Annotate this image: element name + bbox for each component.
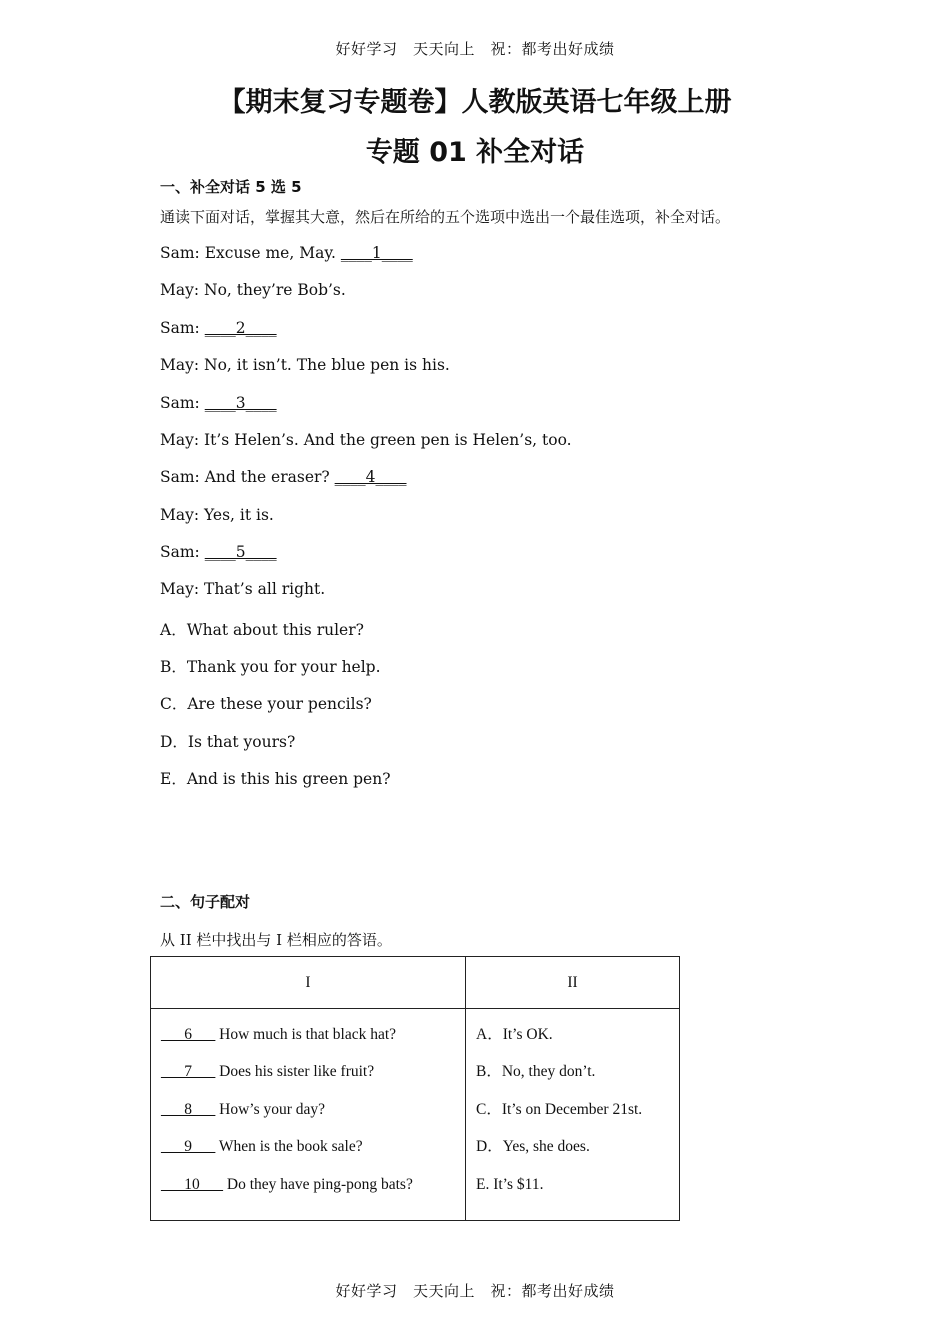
dialogue-line: Sam: ____3____ — [160, 394, 277, 412]
dialogue-line: May: No, it isn’t. The blue pen is his. — [160, 356, 450, 374]
section2-heading: 二、句子配对 — [160, 893, 251, 911]
questions-cell — [151, 1009, 466, 1221]
section2-instruction: 从 II 栏中找出与 I 栏相应的答语。 — [160, 931, 392, 949]
question-10: ___10___ Do they have ping-pong bats? — [161, 1175, 413, 1193]
dialogue-line: Sam: Excuse me, May. ____1____ — [160, 244, 413, 262]
option-c: C．Are these your pencils? — [160, 695, 372, 713]
dialogue-line: Sam: ____2____ — [160, 319, 277, 337]
answer-b: B．No, they don’t. — [476, 1063, 596, 1081]
matching-table — [150, 956, 680, 1221]
option-b: B．Thank you for your help. — [160, 658, 381, 676]
question-7: ___7___ Does his sister like fruit? — [161, 1063, 375, 1081]
column-i-header: I — [151, 957, 466, 1009]
option-a: A．What about this ruler? — [160, 621, 364, 639]
option-e: E．And is this his green pen? — [160, 770, 391, 788]
table-row — [151, 1009, 680, 1221]
dialogue-line: May: Yes, it is. — [160, 506, 274, 524]
question-9: ___9___ When is the book sale? — [161, 1138, 363, 1156]
answer-c: C．It’s on December 21st. — [476, 1100, 643, 1118]
option-d: D．Is that yours? — [160, 733, 296, 751]
answer-d: D．Yes, she does. — [476, 1138, 590, 1156]
question-8: ___8___ How’s your day? — [161, 1100, 326, 1118]
dialogue-line: May: It’s Helen’s. And the green pen is Helen’s, too. — [160, 431, 572, 449]
question-6: ___6___ How much is that black hat? — [161, 1026, 397, 1043]
answers-cell — [466, 1009, 680, 1221]
page-header: 好好学习 天天向上 祝：都考出好成绩 — [335, 40, 615, 58]
page-footer: 好好学习 天天向上 祝：都考出好成绩 — [335, 1282, 615, 1300]
page-title: 【期末复习专题卷】人教版英语七年级上册 — [218, 87, 732, 118]
blank-4: ____4____ — [334, 468, 407, 486]
blank-3: ____3____ — [204, 394, 277, 412]
dialogue-line: May: No, they’re Bob’s. — [160, 281, 346, 299]
blank-2: ____2____ — [204, 319, 277, 337]
section1-instruction: 通读下面对话，掌握其大意，然后在所给的五个选项中选出一个最佳选项，补全对话。 — [160, 208, 731, 226]
section1-heading: 一、补全对话 5 选 5 — [160, 178, 302, 196]
answer-a: A．It’s OK. — [476, 1026, 553, 1043]
blank-1: ____1____ — [340, 244, 413, 262]
blank-5: ____5____ — [204, 543, 277, 561]
page-subtitle: 专题 01 补全对话 — [365, 137, 585, 168]
dialogue-line: Sam: And the eraser? ____4____ — [160, 468, 407, 486]
dialogue-line: May: That’s all right. — [160, 580, 326, 598]
column-ii-header: II — [466, 957, 680, 1009]
answer-e: E. It’s $11. — [476, 1175, 544, 1193]
table-header-row — [151, 957, 680, 1009]
dialogue-line: Sam: ____5____ — [160, 543, 277, 561]
